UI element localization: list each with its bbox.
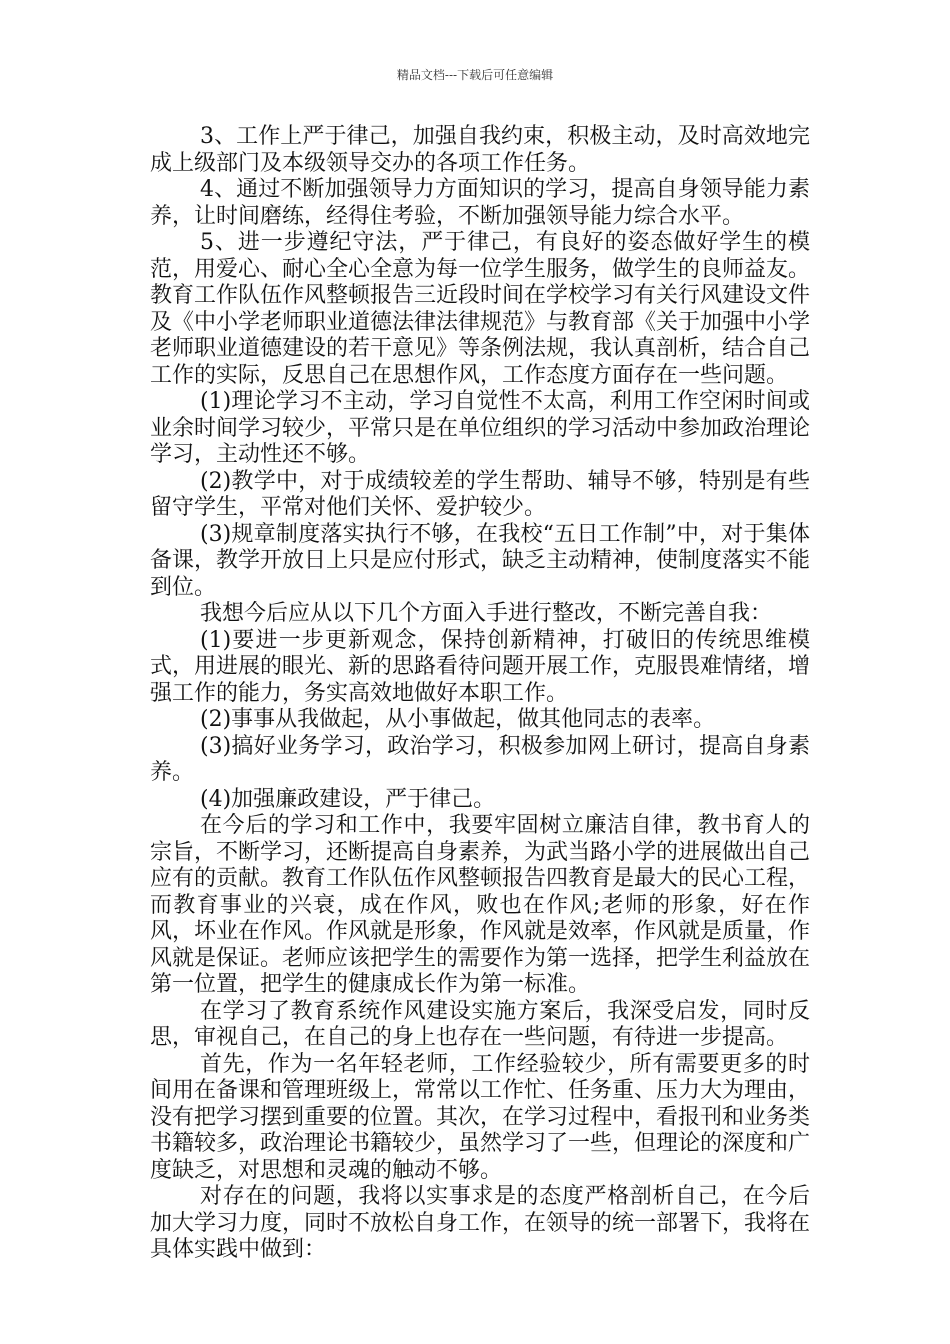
- paragraph-problem-1: (1)理论学习不主动，学习自觉性不太高，利用工作空闲时间或业余时间学习较少，平常只是在单位组织的学习活动中参加政治理论学习，主动性还不够。: [150, 389, 811, 467]
- paragraph-item-5: 5、进一步遵纪守法，严于律己，有良好的姿态做好学生的模范，用爱心、耐心全心全意为每一位学生服务，做学生的良师益友。教育工作队伍作风整顿报告三近段时间在学校学习有关行风建设文件及《中小学老师职业道德法律法律规范》与教育部《关于加强中小学老师职业道德建设的若干意见》等条例法规，我认真剖析，结合自己工作的实际，反思自己在思想作风，工作态度方面存在一些问题。: [150, 230, 811, 388]
- paragraph-first-second: 首先，作为一名年轻老师，工作经验较少，所有需要更多的时间用在备课和管理班级上，常常以工作忙、任务重、压力大为理由，没有把学习摆到重要的位置。其次，在学习过程中，看报刊和业务类书籍较多，政治理论书籍较少，虽然学习了一些，但理论的深度和广度缺乏，对思想和灵魂的触动不够。: [150, 1051, 811, 1183]
- paragraph-rectification-intro: 我想今后应从以下几个方面入手进行整改，不断完善自我：: [200, 601, 773, 626]
- paragraph-item-4: 4、通过不断加强领导力方面知识的学习，提高自身领导能力素养，让时间磨练，经得住考验，不断加强领导能力综合水平。: [150, 177, 810, 229]
- paragraph-measure-1: (1)要进一步更新观念，保持创新精神，打破旧的传统思维模式，用进展的眼光、新的思路看待问题开展工作，克服畏难情绪，增强工作的能力，务实高效地做好本职工作。: [150, 627, 811, 706]
- paragraph-problem-2: (2)教学中，对于成绩较差的学生帮助、辅导不够，特别是有些留守学生，平常对他们关怀、爱护较少。: [150, 468, 810, 520]
- paragraph-measure-4: (4)加强廉政建设，严于律己。: [200, 786, 496, 812]
- paragraph-item-3: 3、工作上严于律己，加强自我约束，积极主动，及时高效地完成上级部门及本级领导交办的各项工作任务。: [150, 124, 810, 176]
- paragraph-measure-3: (3)搞好业务学习，政治学习，积极参加网上研讨，提高自身素养。: [150, 733, 810, 785]
- paragraph-future-work: 在今后的学习和工作中，我要牢固树立廉洁自律，教书育人的宗旨，不断学习，还断提高自身素养，为武当路小学的进展做出自己应有的贡献。教育工作队伍作风整顿报告四教育是最大的民心工程，而教育事业的兴衰，成在作风，败也在作风;老师的形象，好在作风，坏业在作风。作风就是形象，作风就是效率，作风就是质量，作风就是保证。老师应该把学生的需要作为第一选择，把学生利益放在第一位置，把学生的健康成长作为第一标准。: [150, 813, 811, 997]
- page-header: 精品文档---下载后可任意编辑: [396, 68, 554, 82]
- paragraph-reflection: 在学习了教育系统作风建设实施方案后，我深受启发，同时反思，审视自己，在自己的身上也存在一些问题，有待进一步提高。: [150, 998, 810, 1050]
- paragraph-commitment: 对存在的问题，我将以实事求是的态度严格剖析自己，在今后加大学习力度，同时不放松自身工作，在领导的统一部署下，我将在具体实践中做到：: [150, 1184, 811, 1262]
- document-body: [150, 124, 810, 1264]
- paragraph-measure-2: (2)事事从我做起，从小事做起，做其他同志的表率。: [200, 707, 716, 732]
- paragraph-problem-3: (3)规章制度落实执行不够，在我校“五日工作制”中，对于集体备课，教学开放日上只是应付形式，缺乏主动精神，使制度落实不能到位。: [150, 521, 811, 600]
